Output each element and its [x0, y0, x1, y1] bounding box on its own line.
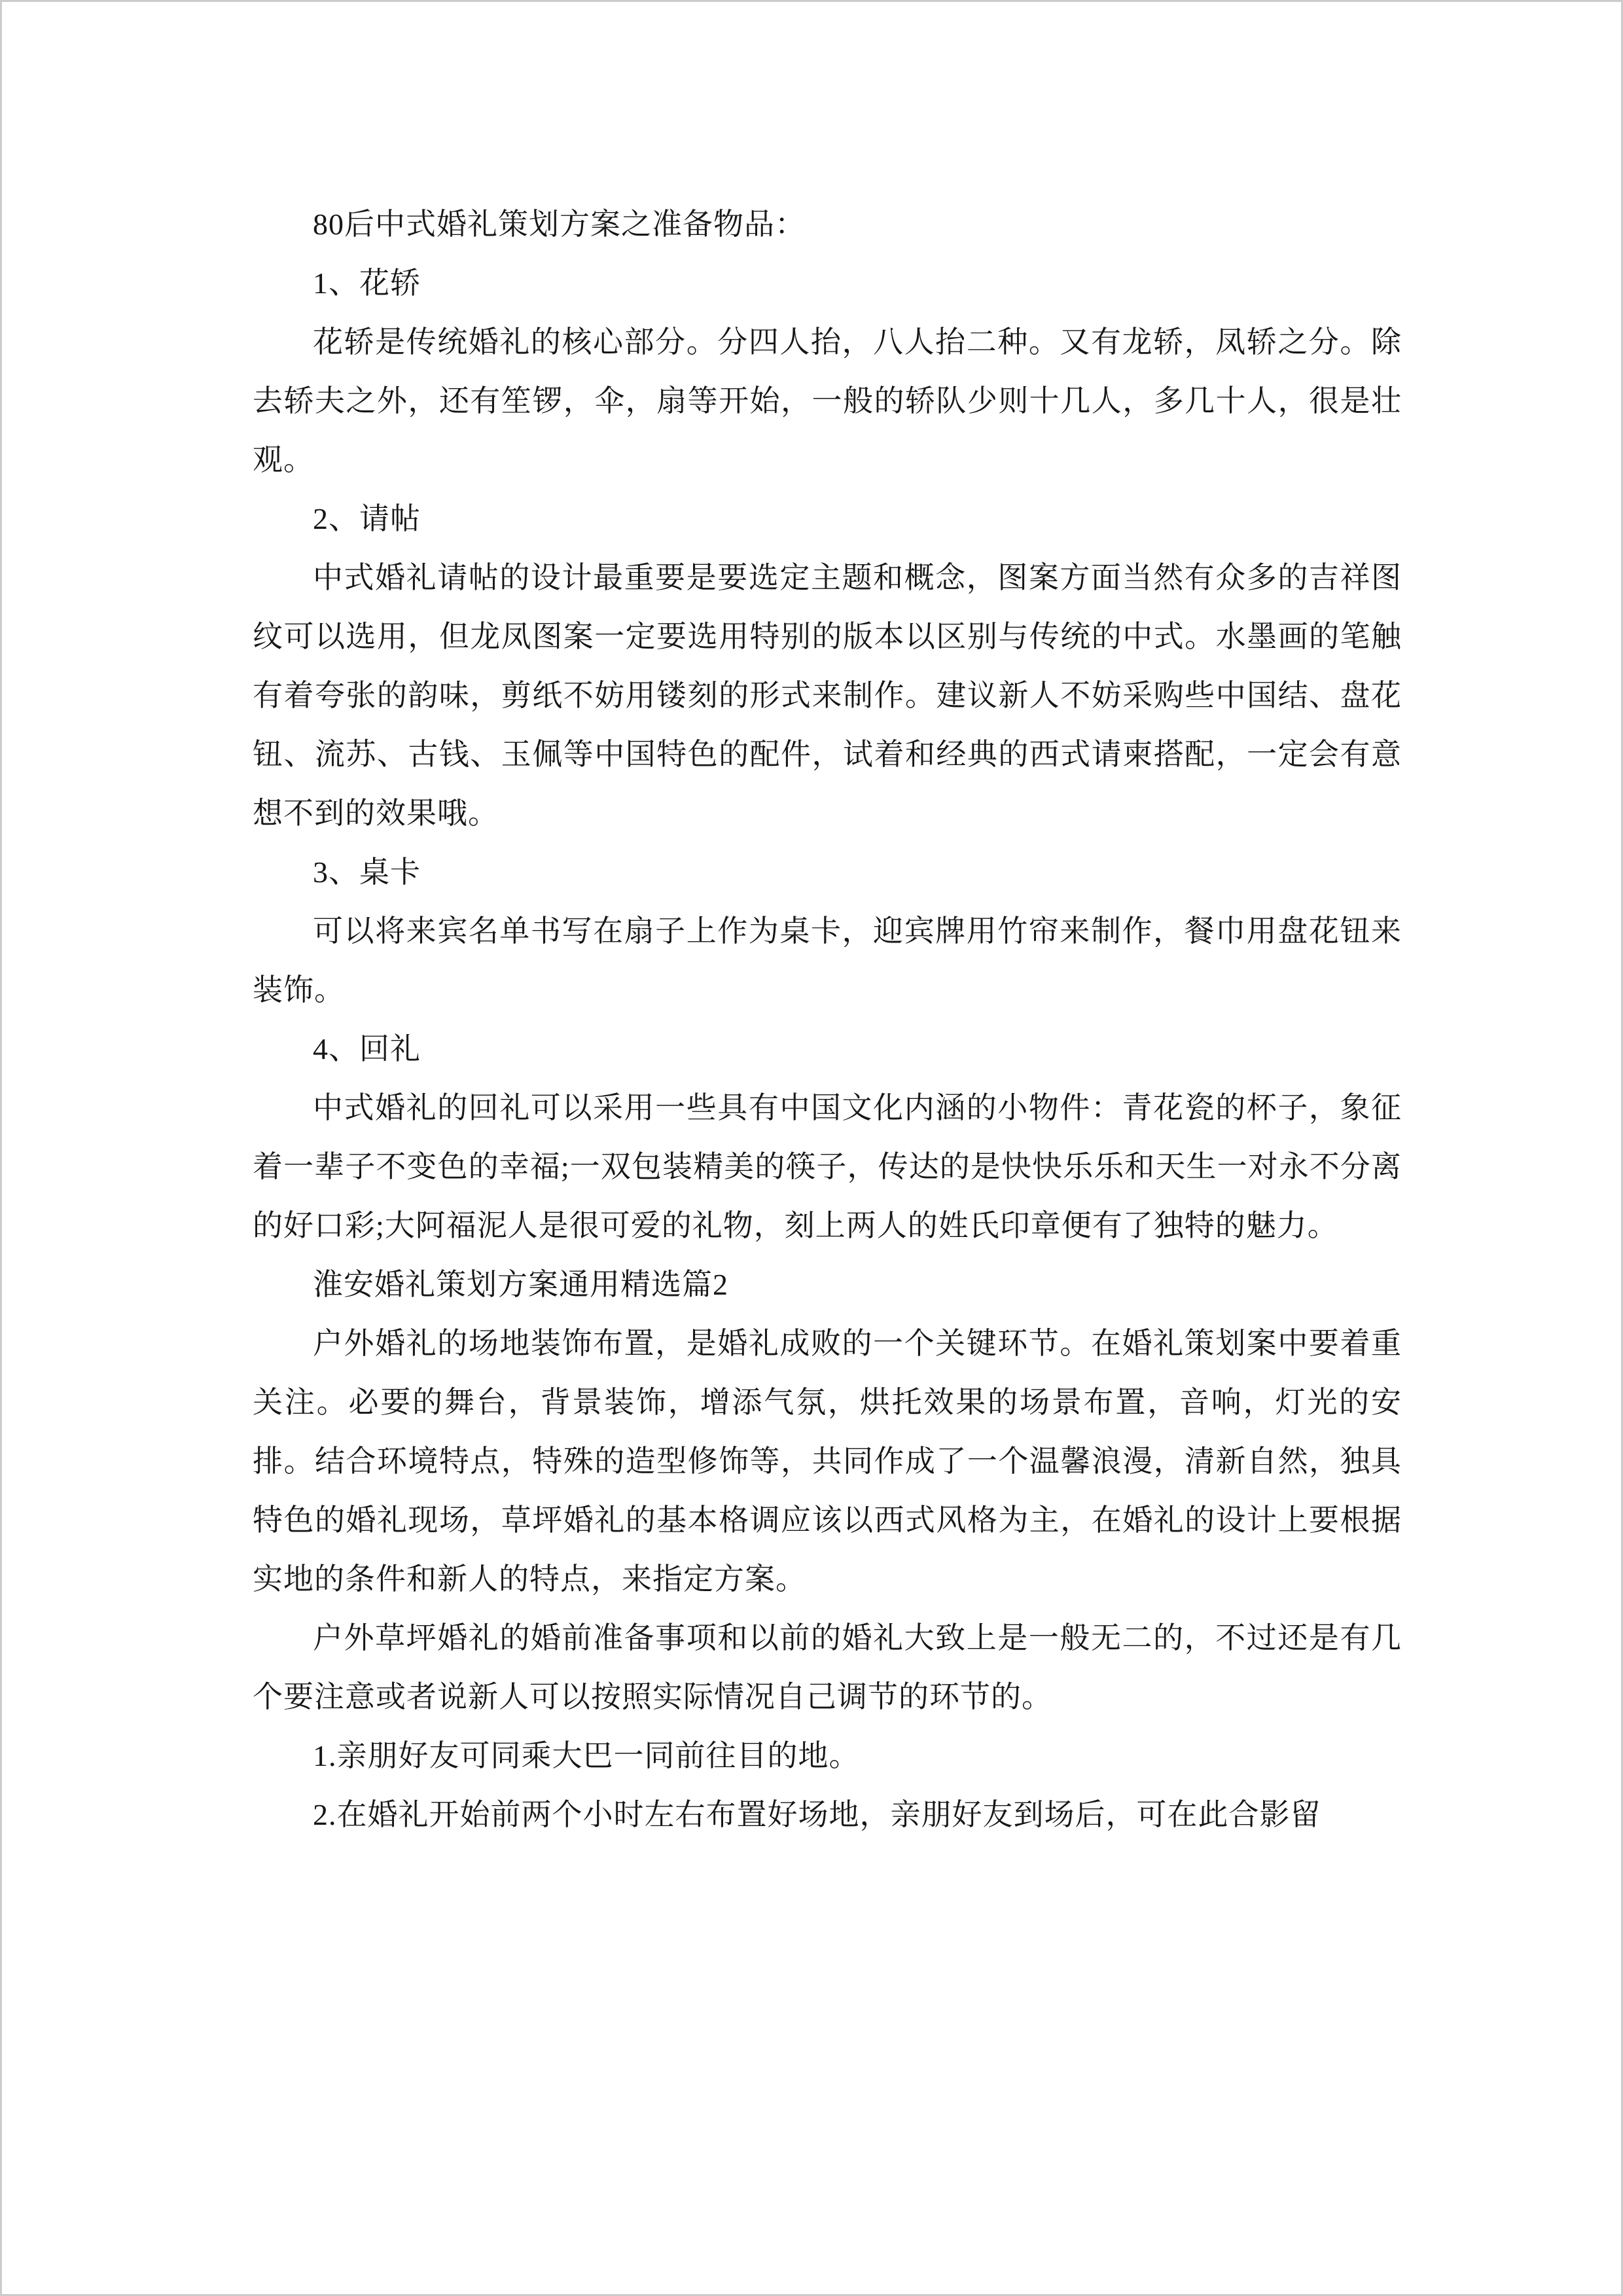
section-2-title: 淮安婚礼策划方案通用精选篇2 — [313, 1268, 728, 1301]
document-body — [253, 195, 1402, 1844]
item-4-body: 中式婚礼的回礼可以采用一些具有中国文化内涵的小物件：青花瓷的杯子，象征着一辈子不变色的幸福;一双包装精美的筷子，传达的是快快乐乐和天生一对永不分离的好口彩;大阿福泥人是很可爱的礼物，刻上两人的姓氏印章便有了独特的魅力。 — [253, 1091, 1402, 1242]
item-2-body: 中式婚礼请帖的设计最重要是要选定主题和概念，图案方面当然有众多的吉祥图纹可以选用，但龙凤图案一定要选用特别的版本以区别与传统的中式。水墨画的笔触有着夸张的韵味，剪纸不妨用镂刻的形式来制作。建议新人不妨采购些中国结、盘花钮、流苏、古钱、玉佩等中国特色的配件，试着和经典的西式请柬搭配，一定会有意想不到的效果哦。 — [253, 561, 1402, 830]
item-4-heading: 4、回礼 — [313, 1032, 421, 1066]
intro-line: 80后中式婚礼策划方案之准备物品： — [313, 207, 806, 241]
step-1: 1.亲朋好友可同乘大巴一同前往目的地。 — [313, 1739, 860, 1772]
item-3-body: 可以将来宾名单书写在扇子上作为桌卡，迎宾牌用竹帘来制作，餐巾用盘花钮来装饰。 — [253, 914, 1402, 1007]
step-2: 2.在婚礼开始前两个小时左右布置好场地，亲朋好友到场后，可在此合影留 — [313, 1798, 1321, 1831]
item-1-body: 花轿是传统婚礼的核心部分。分四人抬，八人抬二种。又有龙轿，凤轿之分。除去轿夫之外，还有笙锣，伞，扇等开始，一般的轿队少则十几人，多几十人，很是壮观。 — [253, 325, 1402, 476]
item-2-heading: 2、请帖 — [313, 502, 421, 535]
section-2-para-1: 户外婚礼的场地装饰布置，是婚礼成败的一个关键环节。在婚礼策划案中要着重关注。必要的舞台，背景装饰，增添气氛，烘托效果的场景布置，音响，灯光的安排。结合环境特点，特殊的造型修饰等，共同作成了一个温馨浪漫，清新自然，独具特色的婚礼现场，草坪婚礼的基本格调应该以西式风格为主，在婚礼的设计上要根据实地的条件和新人的特点，来指定方案。 — [253, 1327, 1402, 1596]
section-2-para-2: 户外草坪婚礼的婚前准备事项和以前的婚礼大致上是一般无二的，不过还是有几个要注意或者说新人可以按照实际情况自己调节的环节的。 — [253, 1621, 1402, 1713]
item-3-heading: 3、桌卡 — [313, 855, 421, 889]
item-1-heading: 1、花轿 — [313, 266, 421, 300]
